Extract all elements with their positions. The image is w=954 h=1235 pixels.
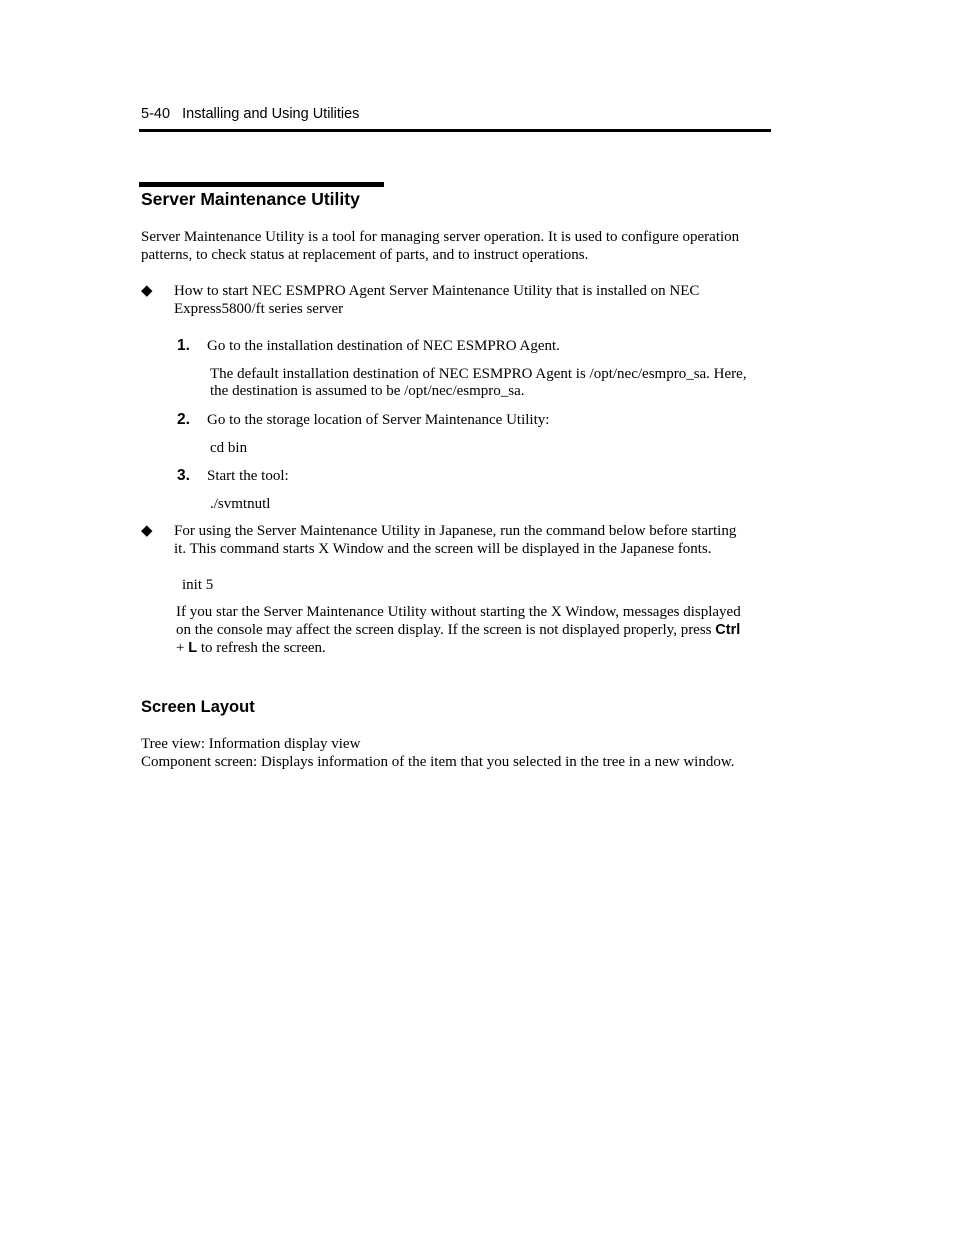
note-line-3 — [176, 639, 326, 657]
running-header — [141, 106, 359, 122]
section-title-bar — [139, 182, 384, 187]
note-plus: + — [176, 640, 189, 656]
step-2-text: Go to the storage location of Server Maintenance Utility: — [207, 412, 550, 428]
bullet-diamond-icon: ◆ — [141, 523, 153, 539]
step-3-text: Start the tool: — [207, 468, 289, 484]
init-command: init 5 — [182, 577, 214, 593]
bullet-1-line-2: Express5800/ft series server — [174, 301, 344, 317]
bullet-diamond-icon: ◆ — [141, 283, 153, 299]
key-ctrl: Ctrl — [715, 622, 741, 638]
bullet-2-line-2: it. This command starts X Window and the screen will be displayed in the Japanese fonts. — [174, 541, 712, 557]
step-3-command: ./svmtnutl — [210, 496, 271, 512]
screen-layout-line-1: Tree view: Information display view — [141, 736, 361, 752]
step-2-number: 2. — [177, 411, 190, 428]
step-3-number: 3. — [177, 467, 190, 484]
bullet-2-line-1: For using the Server Maintenance Utility in Japanese, run the command below before starting — [174, 523, 737, 539]
note-line-3-text: to refresh the screen. — [197, 640, 326, 656]
screen-layout-line-2: Component screen: Displays information of the item that you selected in the tree in a new window. — [141, 754, 735, 770]
screen-layout-heading: Screen Layout — [141, 698, 255, 716]
step-2-command: cd bin — [210, 440, 248, 456]
note-line-2-text: on the console may affect the screen display. If the screen is not displayed properly, press — [176, 622, 716, 638]
page-number: 5-40 — [141, 106, 171, 122]
note-line-2 — [176, 621, 740, 639]
step-1-number: 1. — [177, 337, 190, 354]
chapter-title: Installing and Using Utilities — [182, 106, 360, 122]
header-rule — [139, 129, 771, 132]
step-1-detail-line-2: the destination is assumed to be /opt/nec/esmpro_sa. — [210, 383, 525, 399]
section-title: Server Maintenance Utility — [141, 189, 360, 209]
intro-line-2: patterns, to check status at replacement of parts, and to instruct operations. — [141, 247, 589, 263]
bullet-1-line-1: How to start NEC ESMPRO Agent Server Maintenance Utility that is installed on NEC — [174, 283, 700, 299]
note-line-1: If you star the Server Maintenance Utility without starting the X Window, messages displayed — [176, 604, 741, 620]
step-1-text: Go to the installation destination of NEC ESMPRO Agent. — [207, 338, 560, 354]
intro-line-1: Server Maintenance Utility is a tool for managing server operation. It is used to configure operation — [141, 229, 740, 245]
key-l: L — [188, 640, 198, 656]
step-1-detail-line-1: The default installation destination of NEC ESMPRO Agent is /opt/nec/esmpro_sa. Here, — [210, 366, 747, 382]
